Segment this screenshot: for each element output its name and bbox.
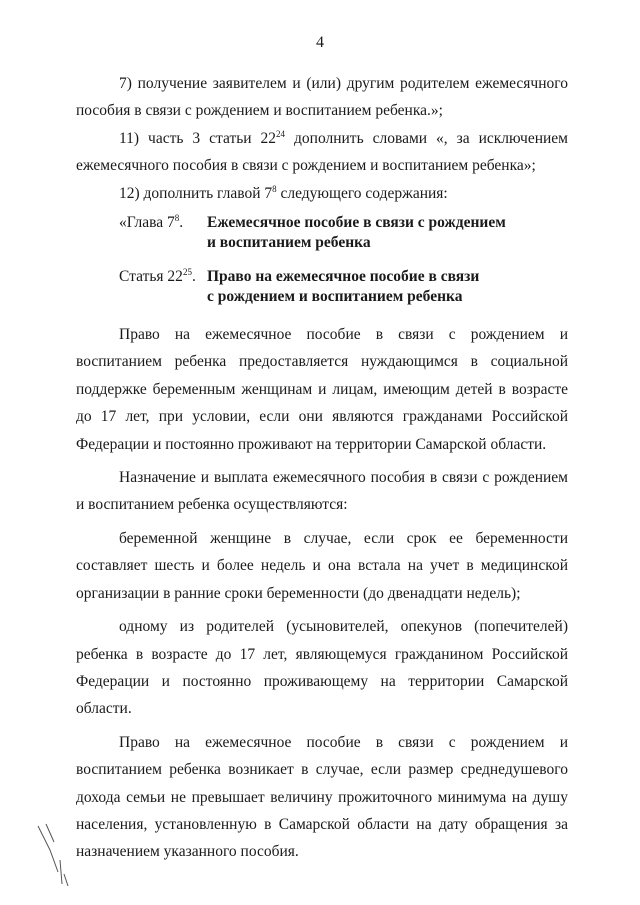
paragraph: Право на ежемесячное пособие в связи с рождением и воспитанием ребенка возникает в случае, если размер среднедушевого дохода семьи не превышает величину прожиточного минимума на душу населения, установленную в Самарской области на дату обращения за назначением указанного пособия. [76, 733, 568, 861]
chapter-label [119, 209, 207, 253]
article-label-sup: 25 [182, 267, 192, 278]
paragraph: Назначение и выплата ежемесячного пособия в связи с рождением и воспитанием ребенка осуществляются: [76, 469, 568, 514]
list-item-11-sup: 24 [276, 128, 286, 139]
article-label-prefix: Статья 22 [119, 268, 183, 286]
chapter-label-sup: 8 [174, 213, 180, 224]
list-item-12-sup: 8 [272, 183, 277, 194]
chapter-label-prefix: «Глава 7 [119, 214, 175, 232]
list-item-7: 7) получение заявителем и (или) другим родителем ежемесячного пособия в связи с рождением и воспитанием ребенка.»; [76, 75, 568, 120]
scan-mark-icon [32, 820, 82, 890]
article-title [207, 263, 479, 307]
page-number: 4 [316, 34, 324, 51]
paragraph: одному из родителей (усыновителей, опекунов (попечителей) ребенка в возрасте до 17 лет, являющемуся гражданином Российской Федерации и постоянно проживающему на территории Самарской области. [76, 618, 568, 718]
article-title-line-2: с рождением и воспитанием ребенка [207, 288, 463, 306]
article-heading [119, 263, 568, 307]
list-item-12 [76, 180, 568, 207]
list-item-11-prefix: 11) часть 3 статьи 22 [119, 129, 277, 147]
article-title-line-1: Право на ежемесячное пособие в связи [207, 268, 480, 286]
chapter-title [207, 209, 506, 253]
article-label [119, 263, 207, 307]
list-item-11 [76, 125, 568, 180]
list-item-12-prefix: 12) дополнить главой 7 [119, 184, 273, 202]
paragraph: беременной женщине в случае, если срок ее беременности составляет шесть и более недель и она встала на учет в медицинской организации в ранние сроки беременности (до двенадцати недель); [76, 529, 568, 602]
list-item-12-suffix: следующего содержания: [276, 184, 448, 202]
chapter-title-line-1: Ежемесячное пособие в связи с рождением [207, 214, 506, 232]
chapter-title-line-2: и воспитанием ребенка [207, 234, 371, 252]
chapter-heading [119, 209, 568, 253]
article-label-suffix: . [191, 268, 196, 286]
document-body [76, 70, 568, 866]
list-item-11-suffix: дополнить словами «, за исключением ежемесячного пособия в связи с рождением и воспитанием ребенка»; [76, 129, 568, 175]
chapter-label-suffix: . [179, 214, 184, 232]
paragraph: Право на ежемесячное пособие в связи с рождением и воспитанием ребенка предоставляется нуждающимся в социальной поддержке беременным женщинам и лицам, имеющим детей в возрасте до 17 лет, при условии, если они являются гражданами Российской Федерации и постоянно проживают на территории Самарской области. [76, 326, 568, 453]
